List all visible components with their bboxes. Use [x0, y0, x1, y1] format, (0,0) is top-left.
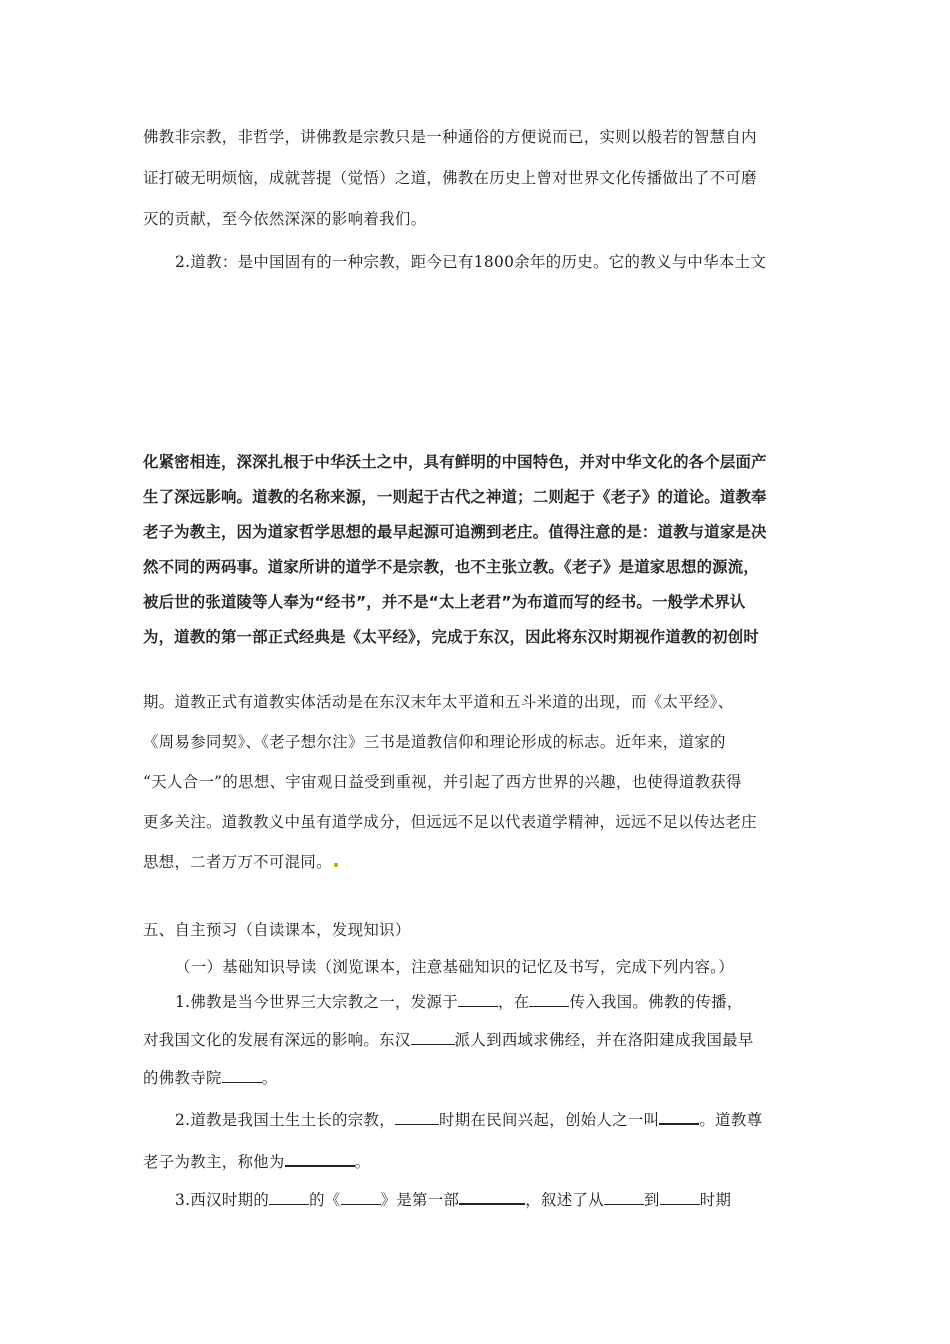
scanned-text-block	[143, 450, 815, 660]
text-line: 为，道教的第一部正式经典是《太平经》，完成于东汉，因此将东汉时期视作道教的初创时	[143, 628, 759, 646]
fill-blank[interactable]	[529, 992, 569, 1007]
question-text: 时期	[699, 1191, 732, 1209]
buddhism-paragraph	[143, 125, 815, 248]
text-line: 更多关注。道教教义中虽有道学成分，但远远不足以代表道学精神，远远不足以传达老庄	[143, 813, 757, 831]
question-text: 3.西汉时期的	[175, 1191, 270, 1209]
text-line: 期。道教正式有道教实体活动是在东汉末年太平道和五斗米道的出现，而《太平经》、	[143, 693, 734, 711]
section-heading	[143, 918, 815, 940]
question-text: 2.道教是我国土生土长的宗教，	[175, 1111, 396, 1129]
question-text: 的佛教寺院	[143, 1069, 222, 1087]
question-text: 》是第一部	[380, 1191, 460, 1209]
question-text: 派人到西域求佛经，并在洛阳建成我国最早	[454, 1031, 754, 1049]
question-text: 。	[354, 1153, 371, 1171]
text-line: 《周易参同契》、《老子想尔注》三书是道教信仰和理论形成的标志。近年来，道家的	[143, 733, 726, 751]
question-text: ，在	[497, 993, 530, 1011]
question-line	[143, 990, 815, 1028]
question-3	[143, 1188, 815, 1210]
mark-dot-icon	[334, 863, 338, 867]
question-text: 时期在民间兴起，创始人之一叫	[439, 1111, 660, 1129]
text-line: 被后世的张道陵等人奉为“经书”，并不是“太上老君”为布道而写的经书。一般学术界认	[143, 593, 746, 611]
text-line: 证打破无明烦恼，成就菩提（觉悟）之道，佛教在历史上曾对世界文化传播做出了不可磨	[143, 169, 757, 187]
fill-blank[interactable]	[269, 1190, 309, 1205]
question-line	[143, 1150, 815, 1192]
question-text: 1.佛教是当今世界三大宗教之一，发源于	[175, 993, 458, 1011]
text-line: 佛教非宗教，非哲学，讲佛教是宗教只是一种通俗的方便说而已，实则以般若的智慧自内	[143, 128, 757, 146]
fill-blank[interactable]	[458, 992, 498, 1007]
question-text: 传入我国。佛教的传播，	[569, 993, 743, 1011]
fill-blank[interactable]	[411, 1030, 455, 1045]
question-text: 到	[644, 1191, 660, 1209]
text-span: 思想，二者万万不可混同。	[143, 853, 332, 871]
question-line	[143, 1066, 815, 1104]
text-line: “天人合一”的思想、宇宙观日益受到重视，并引起了西方世界的兴趣，也使得道教获得	[143, 773, 742, 791]
question-line	[143, 1108, 815, 1150]
fill-blank[interactable]	[660, 1190, 700, 1205]
question-text: 。道教尊	[699, 1111, 763, 1129]
section-title: 五、自主预习（自读课本，发现知识）	[143, 921, 411, 939]
fill-blank[interactable]	[341, 1190, 381, 1205]
fill-blank[interactable]	[459, 1189, 525, 1205]
question-text: 的《	[309, 1191, 341, 1209]
question-line	[143, 1188, 815, 1210]
question-2	[143, 1108, 815, 1192]
taoism-intro-paragraph	[143, 250, 815, 272]
text-line: 化紧密相连，深深扎根于中华沃土之中，具有鲜明的中国特色，并对中华文化的各个层面产	[143, 453, 767, 471]
text-line: 2.道教：是中国固有的一种宗教，距今已有1800余年的历史。它的教义与中华本土文	[175, 253, 767, 271]
question-line	[143, 1028, 815, 1066]
fill-blank[interactable]	[659, 1109, 699, 1125]
text-line: 然不同的两码事。道家所讲的道学不是宗教，也不主张立教。《老子》是道家思想的源流，	[143, 558, 759, 576]
fill-blank[interactable]	[285, 1151, 355, 1167]
question-text: 老子为教主，称他为	[143, 1153, 285, 1171]
question-text: ，叙述了从	[525, 1191, 605, 1209]
fill-blank[interactable]	[395, 1110, 439, 1125]
taoism-continued-paragraph	[143, 690, 815, 890]
question-text: 对我国文化的发展有深远的影响。东汉	[143, 1031, 411, 1049]
text-line	[143, 850, 815, 890]
question-text: 。	[261, 1069, 278, 1087]
text-line: 生了深远影响。道教的名称来源，一则起于古代之神道；二则起于《老子》的道论。道教奉	[143, 488, 767, 506]
question-1	[143, 990, 815, 1104]
section-subheading	[143, 955, 815, 977]
fill-blank[interactable]	[222, 1068, 262, 1083]
fill-blank[interactable]	[604, 1190, 644, 1205]
text-line: 灭的贡献，至今依然深深的影响着我们。	[143, 210, 427, 228]
text-line: 老子为教主，因为道家哲学思想的最早起源可追溯到老庄。值得注意的是：道教与道家是决	[143, 523, 767, 541]
subsection-title: （一）基础知识导读（浏览课本，注意基础知识的记忆及书写，完成下列内容。）	[175, 958, 734, 976]
